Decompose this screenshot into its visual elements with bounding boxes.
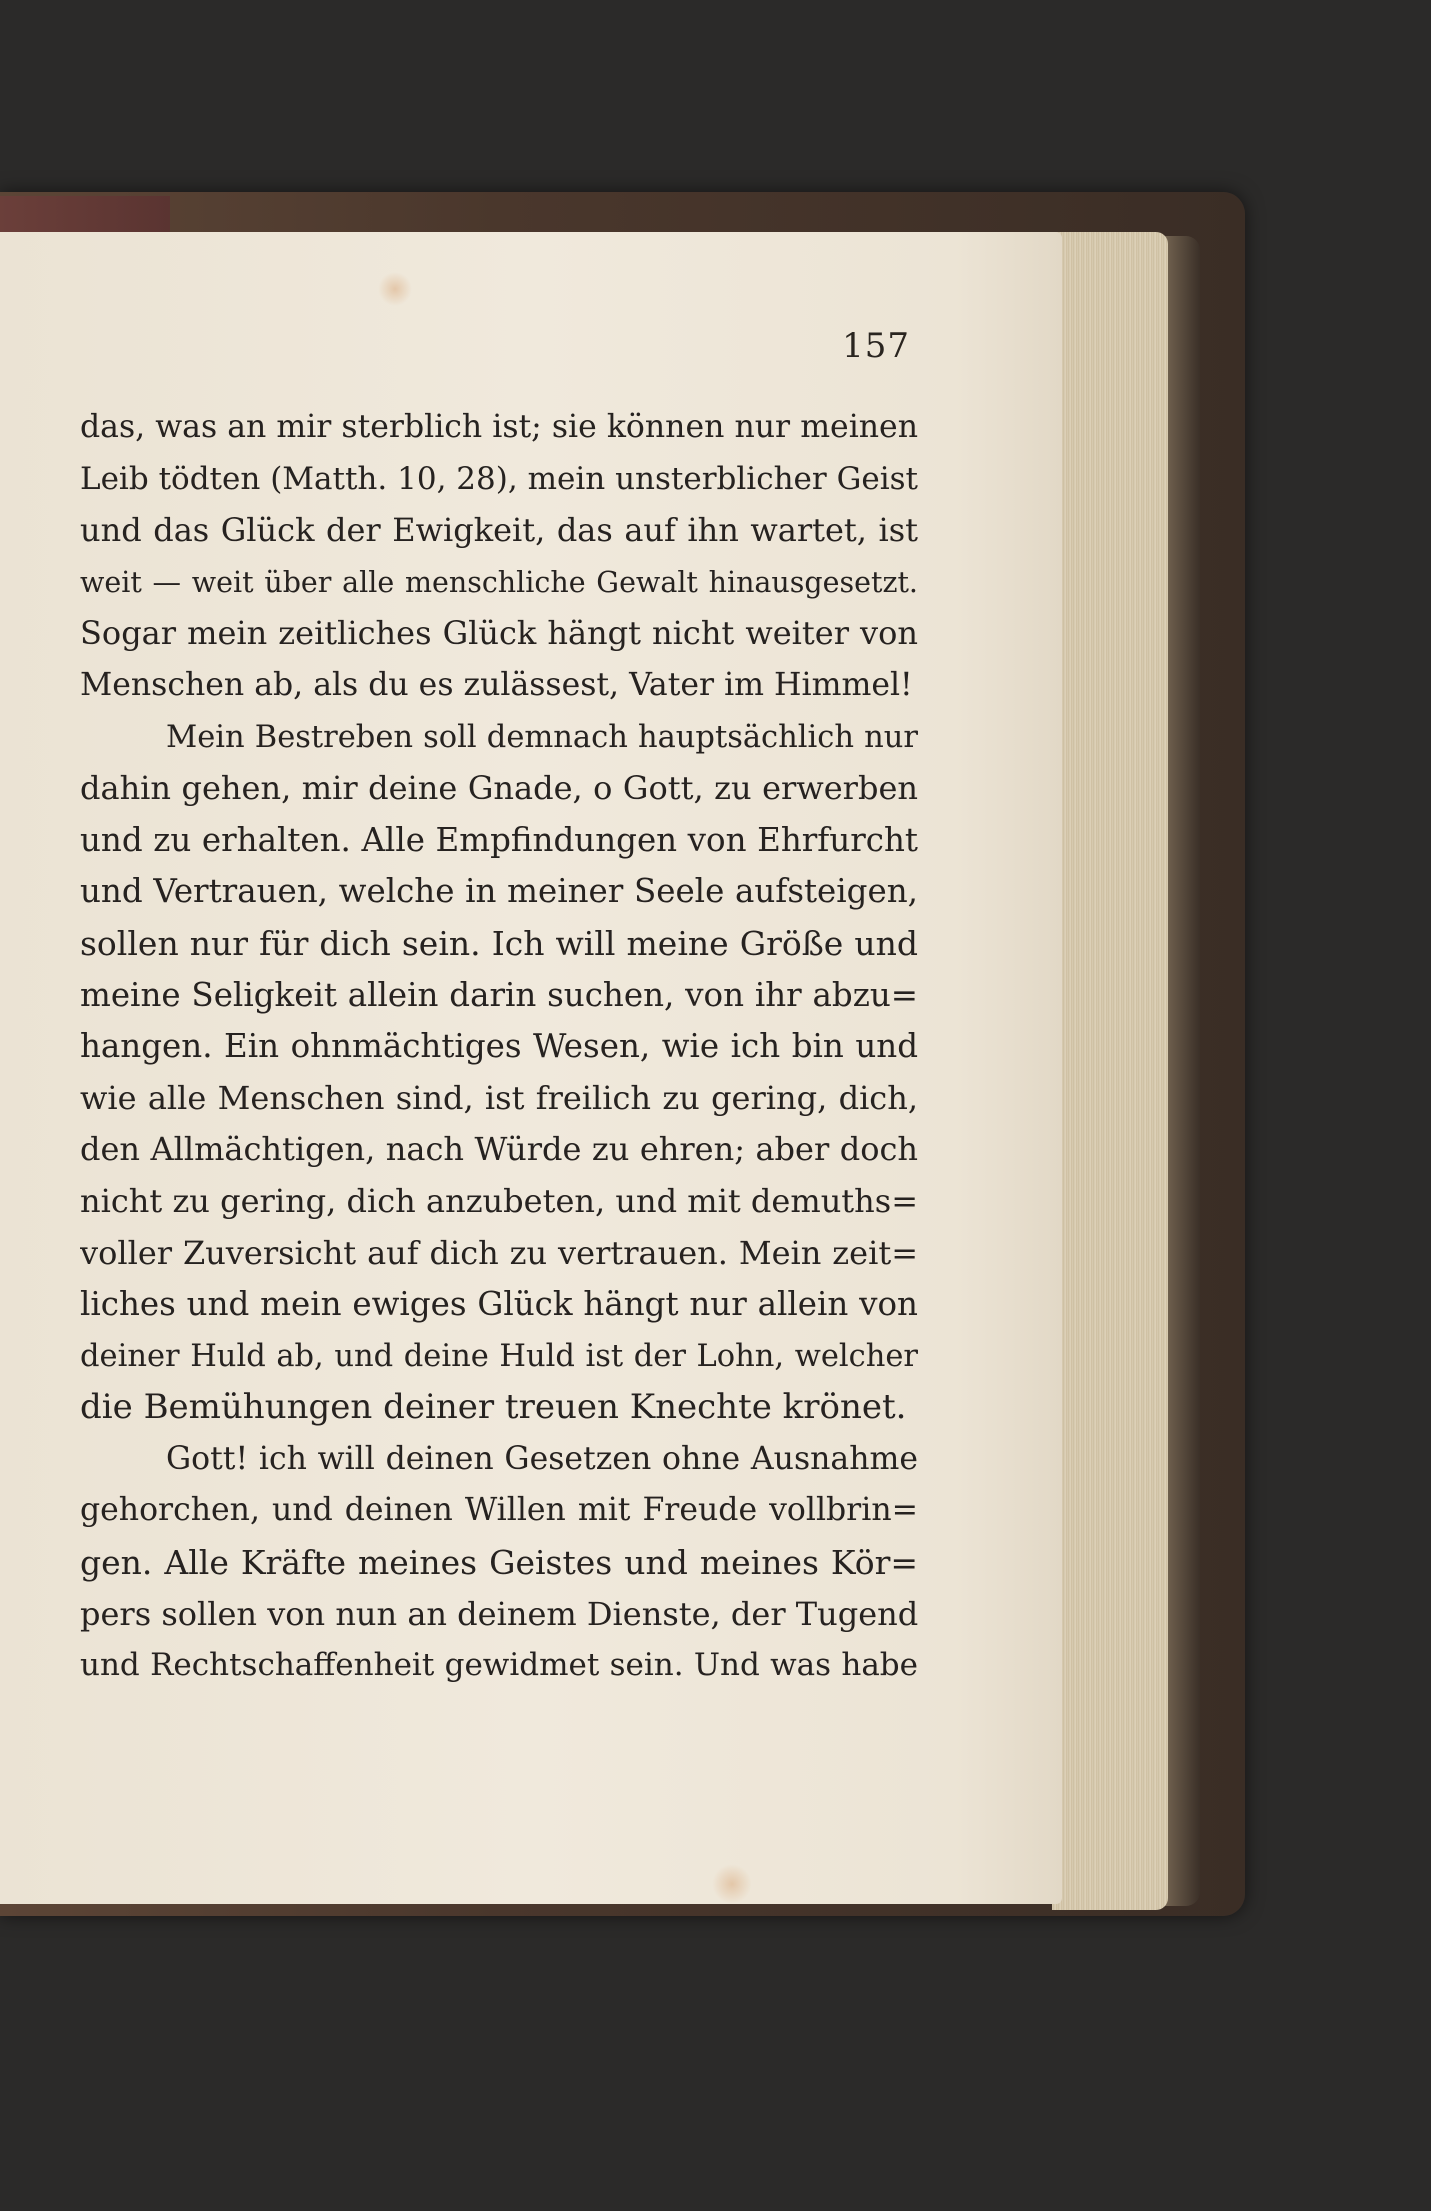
text-line: weit — weit über alle menschliche Gewalt hinausgesetzt. xyxy=(80,565,918,599)
text-line: Menschen ab, als du es zulässest, Vater im Himmel! xyxy=(80,666,913,703)
text-line: voller Zuversicht auf dich zu vertrauen. Mein zeit= xyxy=(80,1233,918,1272)
text-line: deiner Huld ab, und deine Huld ist der Lohn, welcher xyxy=(80,1338,918,1374)
text-line: gehorchen, und deinen Willen mit Freude vollbrin= xyxy=(80,1492,918,1529)
text-line: den Allmächtigen, nach Würde zu ehren; aber doch xyxy=(80,1130,918,1169)
text-line: liches und mein ewiges Glück hängt nur allein von xyxy=(80,1285,918,1324)
text-line: wie alle Menschen sind, ist freilich zu gering, dich, xyxy=(80,1078,918,1117)
text-line: und zu erhalten. Alle Empfindungen von Ehrfurcht xyxy=(80,820,918,859)
text-line: Mein Bestreben soll demnach hauptsächlich nur xyxy=(166,719,918,755)
text-line: und Rechtschaffenheit gewidmet sein. Und was habe xyxy=(80,1647,918,1684)
text-line: pers sollen von nun an deinem Dienste, der Tugend xyxy=(80,1594,918,1633)
text-line: Sogar mein zeitliches Glück hängt nicht weiter von xyxy=(80,614,918,653)
page-number: 157 xyxy=(842,326,910,366)
text-line: und Vertrauen, welche in meiner Seele aufsteigen, xyxy=(80,872,918,911)
text-line: Gott! ich will deinen Gesetzen ohne Ausnahme xyxy=(166,1440,918,1477)
page-stain xyxy=(712,1864,752,1904)
text-line: Leib tödten (Matth. 10, 28), mein unsterblicher Geist xyxy=(80,460,918,497)
text-line: das, was an mir sterblich ist; sie können nur meinen xyxy=(80,409,918,445)
text-line: hangen. Ein ohnmächtiges Wesen, wie ich bin und xyxy=(80,1027,918,1066)
text-line: und das Glück der Ewigkeit, das auf ihn wartet, ist xyxy=(80,511,918,550)
body-text xyxy=(80,402,918,1692)
page-edges xyxy=(1052,232,1168,1910)
text-line: meine Seligkeit allein darin suchen, von ihr abzu= xyxy=(80,975,918,1014)
page-stain xyxy=(378,272,412,306)
text-line: sollen nur für dich sein. Ich will meine Größe und xyxy=(80,923,918,963)
text-line: dahin gehen, mir deine Gnade, o Gott, zu erwerben xyxy=(80,769,918,808)
text-line: nicht zu gering, dich anzubeten, und mit demuths= xyxy=(80,1181,918,1220)
text-line: gen. Alle Kräfte meines Geistes und meines Kör= xyxy=(80,1543,918,1583)
text-line: die Bemühungen deiner treuen Knechte krönet. xyxy=(80,1387,907,1428)
